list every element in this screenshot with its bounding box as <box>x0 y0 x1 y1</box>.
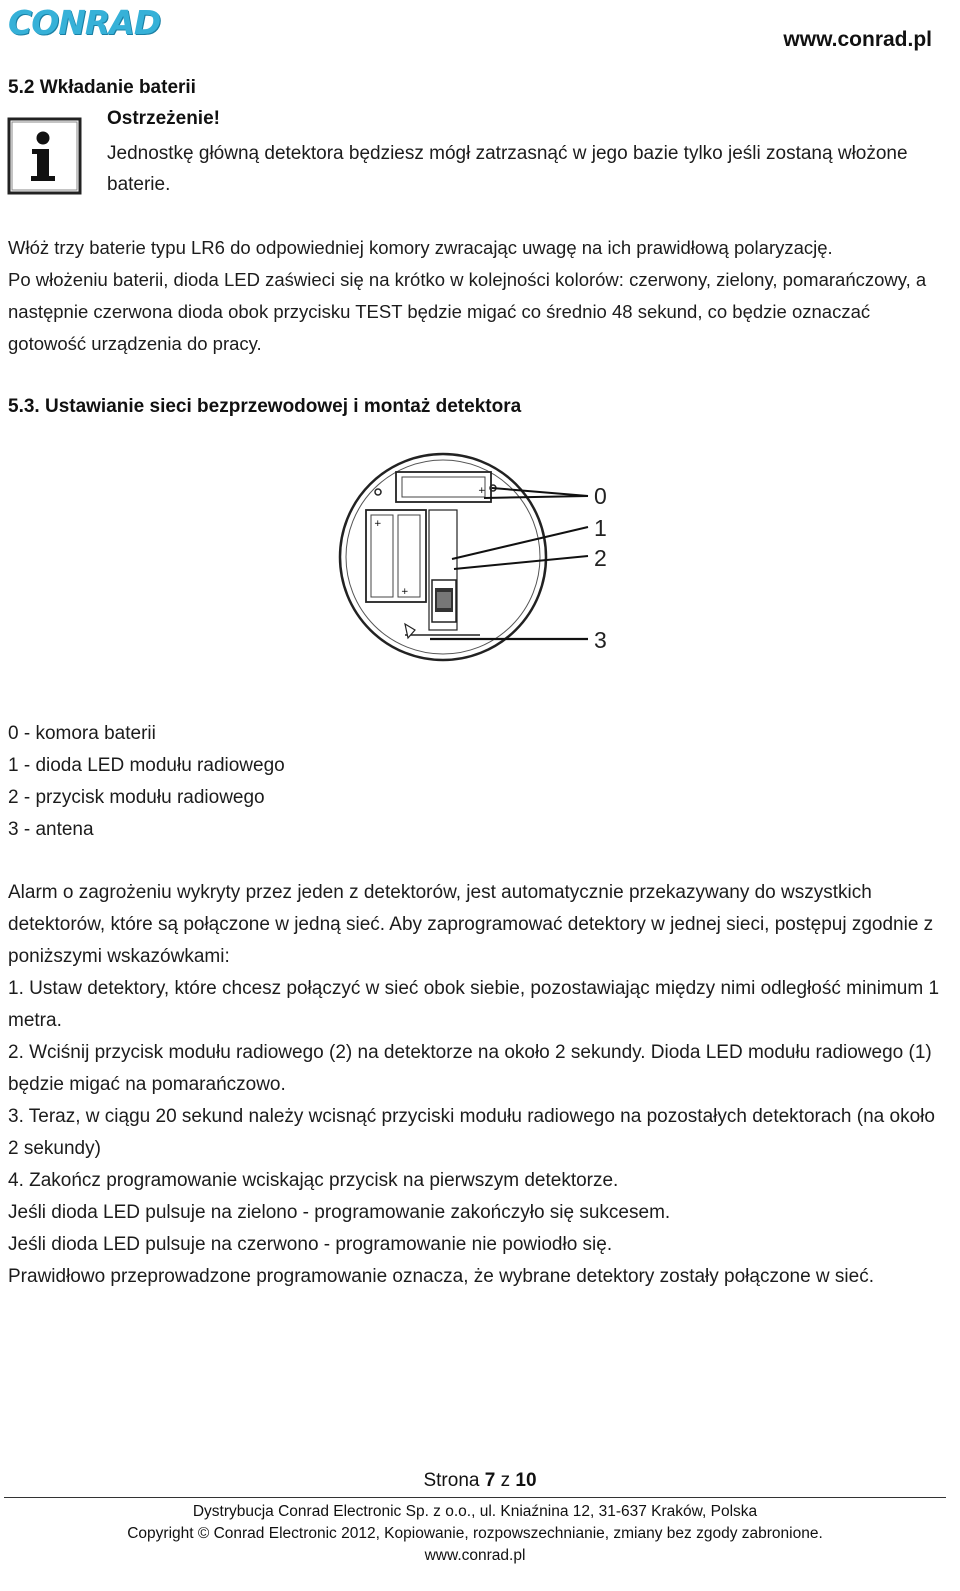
footer-url: www.conrad.pl <box>424 1547 526 1564</box>
svg-text:+: + <box>374 519 382 529</box>
label-2: 2 <box>594 545 607 571</box>
page-number <box>0 1470 960 1492</box>
legend-item: 0 - komora baterii <box>8 723 156 744</box>
instruction-line: Prawidłowo przeprowadzone programowanie oznacza, że wybrane detektory zostały połączone w sieć. <box>8 1266 875 1287</box>
footer-distribution: Dystrybucja Conrad Electronic Sp. z o.o., ul. Kniaźnina 12, 31-637 Kraków, Polska <box>192 1503 758 1520</box>
page-total: 10 <box>515 1470 537 1491</box>
detector-diagram <box>330 452 620 667</box>
paragraph-text: Włóż trzy baterie typu LR6 do odpowiedniej komory zwracając uwagę na ich prawidłową polaryzację. <box>8 237 833 258</box>
paragraph-text: Po włożeniu baterii, dioda LED zaświeci się na krótko w kolejności kolorów: czerwony, zielony, pomarańczowy, a następnie czerwona dioda obok przycisku TEST będzie migać co średnio 48 sekund, co będzie oznaczać gotowość urządzenia do pracy. <box>8 269 927 354</box>
instruction-line: 2. Wciśnij przycisk modułu radiowego (2) na detektorze na około 2 sekundy. Dioda LED modułu radiowego (1) będzie migać na pomarańczowo. <box>8 1042 932 1095</box>
info-icon <box>6 116 83 196</box>
svg-text:+: + <box>478 486 486 496</box>
legend-item: 2 - przycisk modułu radiowego <box>8 787 265 808</box>
diagram-legend <box>8 718 285 846</box>
logo-text: CONRAD <box>8 3 161 42</box>
network-instructions <box>8 877 943 1293</box>
instruction-line: 1. Ustaw detektory, które chcesz połączyć w sieć obok siebie, pozostawiając między nimi odległość minimum 1 metra. <box>8 978 940 1031</box>
header-site-url: www.conrad.pl <box>783 28 932 51</box>
legend-item: 3 - antena <box>8 819 94 840</box>
legend-item: 1 - dioda LED modułu radiowego <box>8 755 285 776</box>
instruction-line: Jeśli dioda LED pulsuje na zielono - programowanie zakończyło się sukcesem. <box>8 1202 671 1223</box>
page-prefix: Strona <box>423 1470 480 1491</box>
instruction-line: 4. Zakończ programowanie wciskając przycisk na pierwszym detektorze. <box>8 1170 619 1191</box>
page-current: 7 <box>484 1470 496 1491</box>
footer-copyright: Copyright © Conrad Electronic 2012, Kopiowanie, rozpowszechnianie, zmiany bez zgody zabronione. <box>127 1525 823 1542</box>
page-separator: z <box>500 1470 511 1491</box>
label-0: 0 <box>594 483 607 509</box>
footer-info <box>0 1501 950 1567</box>
label-1: 1 <box>594 515 607 541</box>
section-5-2-title: 5.2 Wkładanie baterii <box>8 77 196 98</box>
section-5-3-title: 5.3. Ustawianie sieci bezprzewodowej i montaż detektora <box>8 396 522 417</box>
warning-title: Ostrzeżenie! <box>107 108 220 129</box>
instruction-line: Alarm o zagrożeniu wykryty przez jeden z detektorów, jest automatycznie przekazywany do wszystkich detektorów, które są połączone w jedną sieć. Aby zaprogramować detektory w jednej sieci, postępuj zgodnie z poniższymi wskazówkami: <box>8 882 934 967</box>
battery-paragraph-1 <box>8 232 943 360</box>
label-3: 3 <box>594 627 607 653</box>
instruction-line: Jeśli dioda LED pulsuje na czerwono - programowanie nie powiodło się. <box>8 1234 613 1255</box>
svg-text:+: + <box>401 587 409 597</box>
instruction-line: 3. Teraz, w ciągu 20 sekund należy wcisnąć przyciski modułu radiowego na pozostałych detektorach (na około 2 sekundy) <box>8 1106 935 1159</box>
conrad-logo <box>8 2 168 44</box>
footer-divider <box>4 1497 946 1498</box>
warning-text: Jednostkę główną detektora będziesz mógł zatrzasnąć w jego bazie tylko jeśli zostaną włożone baterie. <box>107 143 908 195</box>
